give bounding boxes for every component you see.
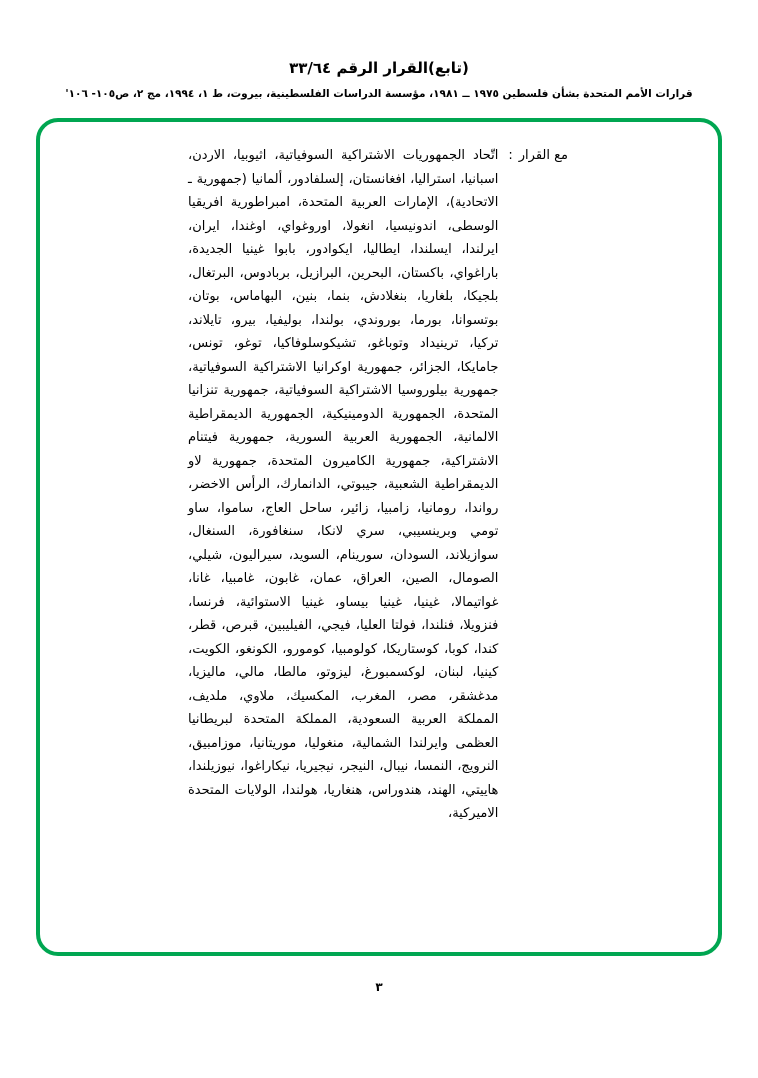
vote-entry <box>188 144 568 826</box>
page-title: (تابع)القرار الرقم ٣٣/٦٤ <box>289 59 469 77</box>
vote-entry-label: مع القرار <box>518 148 568 163</box>
page-number: ٣ <box>375 980 383 994</box>
page-header <box>0 0 758 103</box>
content-frame <box>36 118 722 956</box>
source-citation: قرارات الأمم المتحدة بشأن فلسطين ١٩٧٥ ــ ١٩٨١، مؤسسة الدراسات الفلسطينية، بيروت، ط ١، ١٩٩٤، مج ٢، ص١٠٥- ١٠٦' <box>65 88 693 100</box>
country-list-text: اتّحاد الجمهوريات الاشتراكية السوفياتية، اثيوبيا، الاردن، اسبانيا، استراليا، افغانستان، إلسلفادور، ألمانيا (جمهورية ـ الاتحادية)، الإمارات العربية المتحدة، امبراطورية افريقيا الوسطى، اندونيسيا، انغولا، اوروغواي، اوغندا، ايران، ايرلندا، ايسلندا، ايطاليا، ايكوادور، بابوا غينيا الجديدة، باراغواي، باكستان، البحرين، البرازيل، بربادوس، البرتغال، بلجيكا، بلغاريا، بنغلادش، بنما، بنين، البهاماس، بوتان، بوتسوانا، بورما، بوروندي، بولندا، بوليفيا، بيرو، تايلاند، تركيا، ترينيداد وتوباغو، تشيكوسلوفاكيا، توغو، تونس، جامايكا، الجزائر، جمهورية اوكرانيا الاشتراكية السوفياتية، جمهورية بيلوروسيا الاشتراكية السوفياتية، جمهورية تنزانيا المتحدة، الجمهورية الدومينيكية، الجمهورية الديمقراطية الالمانية، الجمهورية العربية السورية، جمهورية فيتنام الاشتراكية، جمهورية الكاميرون المتحدة، جمهورية لاو الديمقراطية الشعبية، جيبوتي، الدانمارك، الرأس الاخضر، رواندا، رومانيا، زامبيا، زائير، ساحل العاج، ساموا، ساو تومي وبرينسيبي، سري لانكا، سنغافورة، السنغال، سوازيلاند، السودان، سورينام، السويد، سيراليون، شيلي، الصومال، الصين، العراق، عمان، غابون، غامبيا، غانا، غواتيمالا، غينيا، غينيا بيساو، غينيا الاستوائية، فرنسا، فنزويلا، فنلندا، فولتا العليا، فيجي، الفيليبين، قبرص، قطر، كندا، كوبا، كوستاريكا، كولومبيا، كومورو، الكونغو، الكويت، كينيا، لبنان، لوكسمبورغ، ليزوتو، مالطا، مالي، ماليزيا، مدغشقر، مصر، المغرب، المكسيك، ملاوي، ملديف، المملكة العربية السعودية، المملكة المتحدة لبريطانيا العظمى وايرلندا الشمالية، منغوليا، موريتانيا، موزامبيق، النرويج، النمسا، نيبال، النيجر، نيجيريا، نيكاراغوا، نيوزيلندا، هاييتي، الهند، هندوراس، هنغاريا، هولندا، الولايات المتحدة الاميركية، <box>188 148 499 821</box>
vote-entry-colon: : <box>508 148 513 163</box>
resolution-body <box>188 144 568 826</box>
